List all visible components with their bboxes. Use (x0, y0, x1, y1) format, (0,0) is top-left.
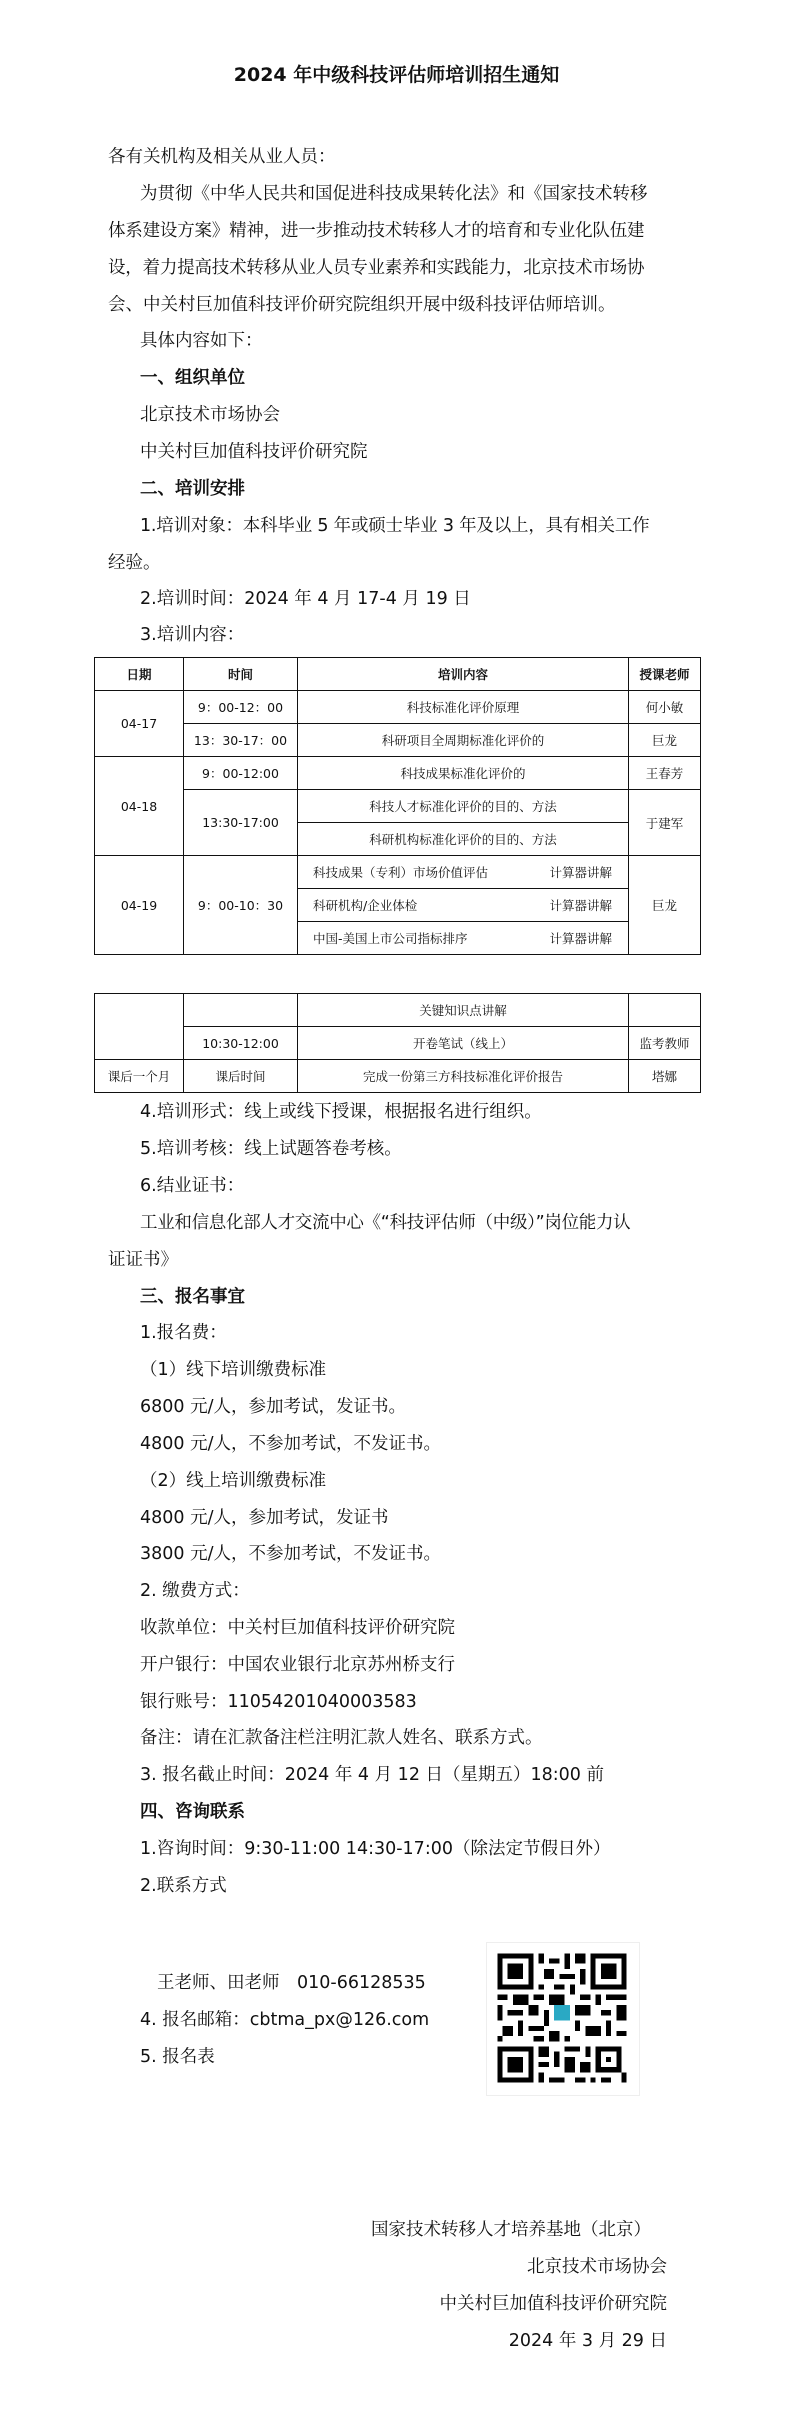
intro-line: 为贯彻《中华人民共和国促进科技成果转化法》和《国家技术转移 (140, 184, 648, 204)
registration-email[interactable]: 4. 报名邮箱：cbtma_px@126.com (140, 2010, 430, 2030)
table-row (95, 856, 701, 889)
schedule-table (94, 657, 701, 955)
online-fee: 3800 元/人，不参加考试，不发证书。 (140, 1544, 441, 1564)
salutation: 各有关机构及相关从业人员： (108, 147, 336, 167)
details-intro: 具体内容如下： (140, 331, 263, 351)
table-row (95, 691, 701, 724)
table-row (95, 994, 701, 1027)
bank-account: 银行账号：11054201040003583 (140, 1692, 417, 1712)
offline-fee: 4800 元/人，不参加考试，不发证书。 (140, 1434, 441, 1454)
consult-hours: 1.咨询时间：9:30-11:00 14:30-17:00（除法定节假日外） (140, 1839, 611, 1859)
cell-time: 9：00-12:00 (184, 757, 298, 790)
cell-content: 科技标准化评价原理 (298, 691, 629, 724)
section-heading-contact: 四、咨询联系 (140, 1802, 245, 1822)
cell-teacher: 塔娜 (629, 1060, 701, 1093)
signature-org: 国家技术转移人才培养基地（北京） (371, 2220, 651, 2240)
calculator-note: 计算器讲解 (549, 865, 612, 880)
fee-label: 1.报名费： (140, 1323, 227, 1343)
section-heading-registration: 三、报名事宜 (140, 1287, 245, 1307)
content-text: 科技成果（专利）市场价值评估 (313, 865, 489, 880)
page-title: 2024 年中级科技评估师培训招生通知 (233, 64, 560, 86)
section-heading-organizers: 一、组织单位 (140, 368, 245, 388)
table-row (95, 724, 701, 757)
intro-line: 会、中关村巨加值科技评价研究院组织开展中级科技评估师培训。 (108, 295, 616, 315)
organizer-item: 中关村巨加值科技评价研究院 (140, 442, 368, 462)
cell-teacher: 王春芳 (629, 757, 701, 790)
training-target: 1.培训对象：本科毕业 5 年或硕士毕业 3 年及以上，具有相关工作 (140, 516, 650, 536)
payment-remark: 备注：请在汇款备注栏注明汇款人姓名、联系方式。 (140, 1728, 543, 1748)
online-fee-label: （2）线上培训缴费标准 (140, 1471, 327, 1491)
cell-content (298, 856, 629, 889)
cell-date: 课后一个月 (95, 1060, 184, 1093)
cell-teacher: 何小敏 (629, 691, 701, 724)
cell-content (298, 922, 629, 955)
offline-fee: 6800 元/人，参加考试，发证书。 (140, 1397, 406, 1417)
table-row (95, 790, 701, 823)
content-text: 科研机构/企业体检 (313, 898, 418, 913)
cell-date: 04-17 (95, 691, 184, 757)
registration-form: 5. 报名表 (140, 2047, 215, 2067)
cell-content: 科研机构标准化评价的目的、方法 (298, 823, 629, 856)
cell-teacher (629, 994, 701, 1027)
header-date: 日期 (95, 658, 184, 691)
signature-org: 中关村巨加值科技评价研究院 (439, 2294, 667, 2314)
cell-teacher: 于建军 (629, 790, 701, 856)
cell-content (298, 889, 629, 922)
table-row (95, 1060, 701, 1093)
cell-time: 10:30-12:00 (184, 1027, 298, 1060)
payee: 收款单位：中关村巨加值科技评价研究院 (140, 1618, 455, 1638)
organizer-item: 北京技术市场协会 (140, 405, 280, 425)
online-fee: 4800 元/人，参加考试，发证书 (140, 1508, 389, 1528)
cell-teacher: 巨龙 (629, 856, 701, 955)
schedule-table-continued (94, 993, 701, 1093)
calculator-note: 计算器讲解 (549, 931, 612, 946)
training-format: 4.培训形式：线上或线下授课，根据报名进行组织。 (140, 1102, 542, 1122)
offline-fee-label: （1）线下培训缴费标准 (140, 1360, 327, 1380)
cell-date (95, 994, 184, 1060)
signature-date: 2024 年 3 月 29 日 (508, 2331, 667, 2351)
cell-content: 科技成果标准化评价的 (298, 757, 629, 790)
bank: 开户银行：中国农业银行北京苏州桥支行 (140, 1655, 455, 1675)
table-row (95, 757, 701, 790)
training-assessment: 5.培训考核：线上试题答卷考核。 (140, 1139, 402, 1159)
content-text: 中国-美国上市公司指标排序 (313, 931, 468, 946)
cell-content: 科技人才标准化评价的目的、方法 (298, 790, 629, 823)
intro-line: 体系建设方案》精神，进一步推动技术转移人才的培育和专业化队伍建 (108, 221, 645, 241)
contact-label: 2.联系方式 (140, 1876, 227, 1896)
cell-time: 13:30-17:00 (184, 790, 298, 856)
cell-time: 9：00-12：00 (184, 691, 298, 724)
certificate-text: 工业和信息化部人才交流中心《“科技评估师（中级）”岗位能力认 (140, 1213, 631, 1233)
payment-label: 2. 缴费方式： (140, 1581, 250, 1601)
signature-org: 北京技术市场协会 (527, 2257, 667, 2277)
qr-code-icon (486, 1942, 640, 2096)
certificate-text-cont: 证证书》 (108, 1250, 178, 1270)
cell-time (184, 994, 298, 1027)
contact-people: 王老师、田老师 010-66128535 (157, 1973, 426, 1993)
cell-content: 科研项目全周期标准化评价的 (298, 724, 629, 757)
cell-time: 13：30-17：00 (184, 724, 298, 757)
cell-teacher: 巨龙 (629, 724, 701, 757)
training-time: 2.培训时间：2024 年 4 月 17-4 月 19 日 (140, 589, 471, 609)
table-header-row (95, 658, 701, 691)
cell-time: 9：00-10：30 (184, 856, 298, 955)
cell-date: 04-19 (95, 856, 184, 955)
certificate-label: 6.结业证书： (140, 1176, 245, 1196)
cell-content: 关键知识点讲解 (298, 994, 629, 1027)
cell-date: 04-18 (95, 757, 184, 856)
cell-content: 完成一份第三方科技标准化评价报告 (298, 1060, 629, 1093)
header-content: 培训内容 (298, 658, 629, 691)
cell-teacher: 监考教师 (629, 1027, 701, 1060)
header-time: 时间 (184, 658, 298, 691)
training-content-label: 3.培训内容： (140, 625, 245, 645)
registration-deadline: 3. 报名截止时间：2024 年 4 月 12 日（星期五）18:00 前 (140, 1765, 605, 1785)
intro-line: 设，着力提高技术转移从业人员专业素养和实践能力，北京技术市场协 (108, 258, 645, 278)
cell-content: 开卷笔试（线上） (298, 1027, 629, 1060)
calculator-note: 计算器讲解 (549, 898, 612, 913)
cell-time: 课后时间 (184, 1060, 298, 1093)
table-row (95, 1027, 701, 1060)
header-teacher: 授课老师 (629, 658, 701, 691)
section-heading-arrangement: 二、培训安排 (140, 479, 245, 499)
training-target-cont: 经验。 (108, 553, 161, 573)
